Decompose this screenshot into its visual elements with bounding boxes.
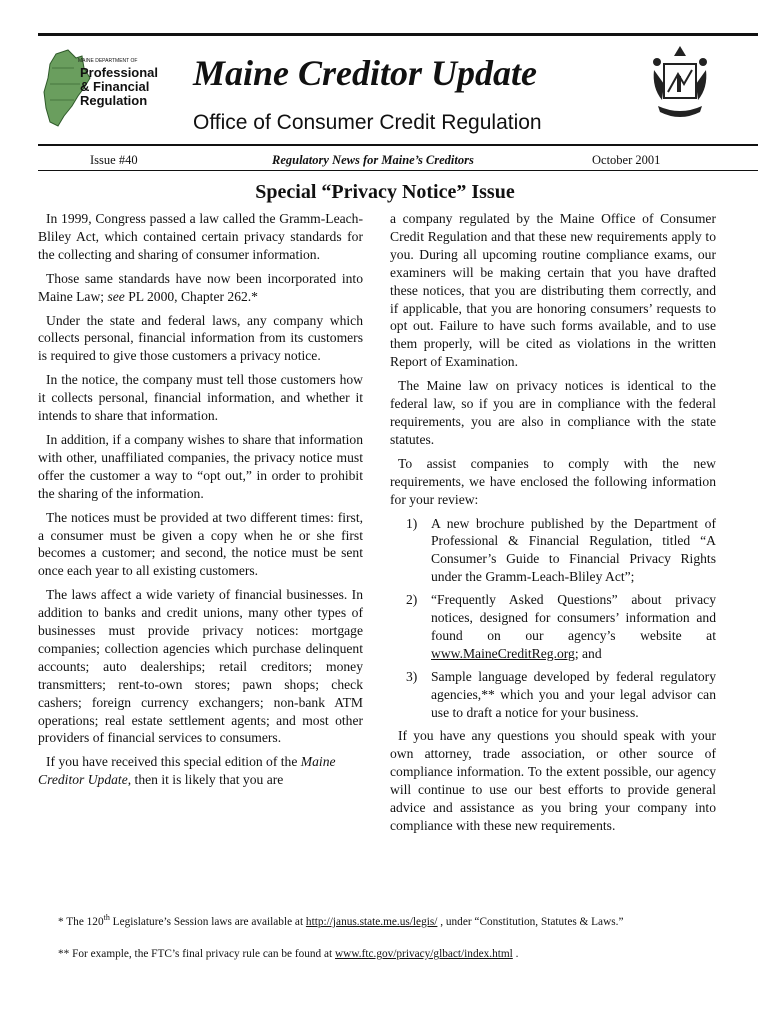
website-link[interactable]: www.MaineCreditReg.org xyxy=(431,645,575,661)
masthead-rule-top xyxy=(38,144,758,146)
ftc-link[interactable]: www.ftc.gov/privacy/glbact/index.html xyxy=(335,948,513,960)
right-paragraph-2: The Maine law on privacy notices is identical to the federal law, so if you are in compliance with the federal requirements, you are also in compliance with the state statutes. xyxy=(390,378,716,447)
right-column xyxy=(390,210,716,841)
newsletter-subtitle: Office of Consumer Credit Regulation xyxy=(193,111,542,134)
left-paragraph-7: The laws affect a wide variety of financial businesses. In addition to banks and credit unions, many other types of businesses must provide privacy notices: mortgage companies; collection agencies which purchase delinquent accounts; auto dealerships; retail creditors; money transmitters; rent-to-own stores; pawn shops; check cashers; foreign currency exchangers; non-bank ATM operations; real estate settlement agents; and most other providers of financial services to consumers. xyxy=(38,587,363,746)
logo-line-3: Regulation xyxy=(80,93,148,108)
left-paragraph-1: In 1999, Congress passed a law called the Gramm-Leach-Bliley Act, which contained certain privacy standards for the collecting and sharing of consumer information. xyxy=(38,211,363,262)
left-paragraph-4: In the notice, the company must tell those customers how it collects personal, financial information, and whether it intends to share that information. xyxy=(38,372,363,424)
right-paragraph-1: a company regulated by the Maine Office of Consumer Credit Regulation and that these new requirements apply to you. During all upcoming routine compliance exams, our examiners will be making certain that you have drafted these notices, that you are distributing them correctly, and if applicable, that you are honoring consumers’ requests to opt out. Failure to have such forms available, and to use them properly, will be cited as violations in the written Report of Examination. xyxy=(390,211,716,370)
maine-state-seal xyxy=(648,44,712,124)
enclosure-list xyxy=(390,515,716,722)
left-paragraph-6: The notices must be provided at two different times: first, a consumer must be given a copy when he or she first becomes a customer; and second, the notice must be sent once each year to all existing customers. xyxy=(38,509,363,579)
pfr-logo xyxy=(38,48,166,130)
left-paragraph-2: Those same standards have now been incorporated into Maine Law; see PL 2000, Chapter 262.* xyxy=(38,270,363,304)
logo-dept-text: MAINE DEPARTMENT OF xyxy=(78,58,138,64)
newsletter-title: Maine Creditor Update xyxy=(193,53,538,93)
issue-headline: Special “Privacy Notice” Issue xyxy=(255,181,515,203)
right-paragraph-4: If you have any questions you should speak with your own attorney, trade association, or other source of compliance information. To the extent possible, our agency will continue to use our best efforts to provide general advice and assistance as you bring your company into compliance with these new requirements. xyxy=(390,728,716,833)
issue-number: Issue #40 xyxy=(90,153,138,167)
footnote-1: * The 120th Legislature’s Session laws are available at http://janus.state.me.us/legis/ , under “Constitution, Statutes & Laws.” xyxy=(58,913,624,928)
footnote-2: ** For example, the FTC’s final privacy rule can be found at www.ftc.gov/privacy/glbact/index.html . xyxy=(58,948,519,960)
left-column xyxy=(38,210,363,795)
issue-date: October 2001 xyxy=(592,153,661,167)
left-paragraph-8: If you have received this special edition of the Maine Creditor Update, then it is likely that you are xyxy=(38,754,336,788)
list-item: 1) A new brochure published by the Department of Professional & Financial Regulation, titled “A Consumer’s Guide to Financial Privacy Rights under the Gramm-Leach-Bliley Act”; xyxy=(406,515,716,585)
list-item: 2) “Frequently Asked Questions” about privacy notices, designed for consumers’ information and found on our agency’s website at www.MaineCreditReg.org; and xyxy=(406,592,716,661)
masthead-rule-bottom xyxy=(38,170,758,171)
list-item: 3) Sample language developed by federal regulatory agencies,** which you and your legal advisor can use to draft a notice for your business. xyxy=(406,668,716,720)
logo-line-2: & Financial xyxy=(80,79,150,94)
logo-line-1: Professional xyxy=(80,65,159,80)
left-paragraph-5: In addition, if a company wishes to share that information with other, unaffiliated companies, the privacy notice must offer the customer a way to “opt out,” in order to prohibit the sharing of the information. xyxy=(38,431,363,501)
right-paragraph-3: To assist companies to comply with the new requirements, we have enclosed the following information for your review: xyxy=(390,455,716,507)
left-paragraph-3: Under the state and federal laws, any company which collects personal, financial information from its customers is required to give those customers a privacy notice. xyxy=(38,312,363,364)
top-rule-thick xyxy=(38,33,758,36)
legis-link[interactable]: http://janus.state.me.us/legis/ xyxy=(305,916,438,928)
tagline: Regulatory News for Maine’s Creditors xyxy=(272,153,474,167)
state-seal-icon xyxy=(648,44,712,124)
